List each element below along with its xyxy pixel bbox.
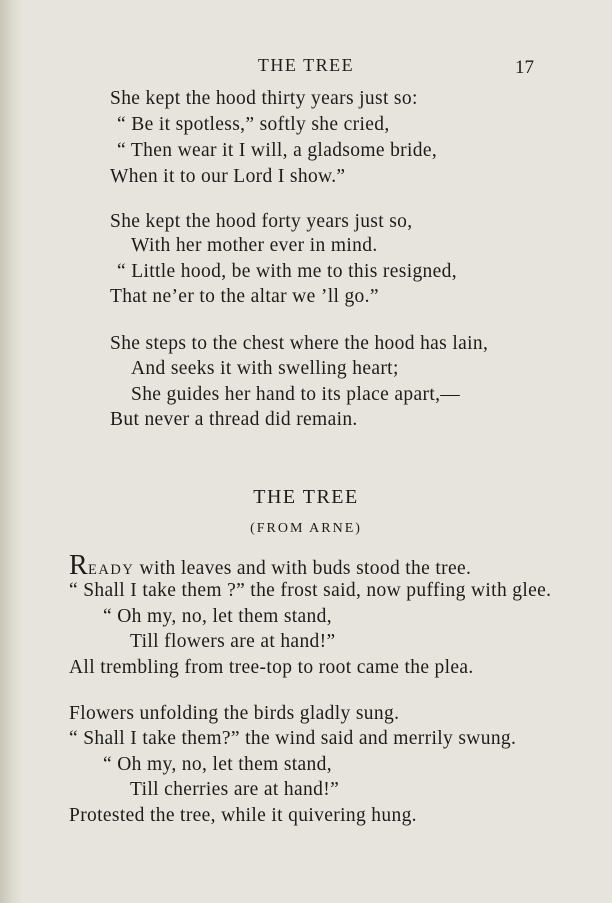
poem-line: “ Little hood, be with me to this resigned,	[117, 261, 457, 282]
poem-line: “ Shall I take them ?” the frost said, now puffing with glee.	[69, 580, 552, 601]
poem-line: “ Oh my, no, let them stand,	[103, 606, 332, 627]
poem-line: And seeks it with swelling heart;	[131, 358, 399, 379]
poem-line: She steps to the chest where the hood has lain,	[110, 333, 489, 354]
drop-cap: R	[69, 550, 89, 581]
poem-line: “ Then wear it I will, a gladsome bride,	[117, 140, 438, 161]
poem-title: THE TREE	[253, 486, 359, 508]
poem-line: All trembling from tree-top to root came the plea.	[69, 657, 474, 678]
poem-line: Flowers unfolding the birds gladly sung.	[69, 703, 400, 724]
poem-line: She kept the hood thirty years just so:	[110, 88, 418, 109]
page-number: 17	[515, 57, 534, 78]
poem-line: When it to our Lord I show.”	[110, 166, 346, 187]
first-word-smallcaps: EADY	[88, 562, 135, 578]
poem-subtitle: (FROM ARNE)	[250, 521, 362, 536]
running-title: THE TREE	[257, 55, 355, 75]
poem-line: “ Oh my, no, let them stand,	[103, 754, 332, 775]
poem-line: With her mother ever in mind.	[131, 235, 378, 256]
poem-line: She kept the hood forty years just so,	[110, 211, 413, 232]
poem-line: That ne’er to the altar we ’ll go.”	[110, 286, 379, 307]
poem-line: But never a thread did remain.	[110, 409, 358, 430]
poem-line: She guides her hand to its place apart,—	[131, 384, 461, 405]
page-edge-shadow	[0, 0, 22, 903]
poem-first-line	[69, 552, 471, 580]
poem-line: Protested the tree, while it quivering hung.	[69, 805, 417, 826]
poem-line: “ Shall I take them?” the wind said and merrily swung.	[69, 728, 517, 749]
poem-line: Till flowers are at hand!”	[130, 631, 336, 652]
first-line-rest: with leaves and with buds stood the tree.	[134, 558, 472, 579]
poem-line: Till cherries are at hand!”	[130, 779, 340, 800]
poem-line: “ Be it spotless,” softly she cried,	[117, 114, 390, 135]
